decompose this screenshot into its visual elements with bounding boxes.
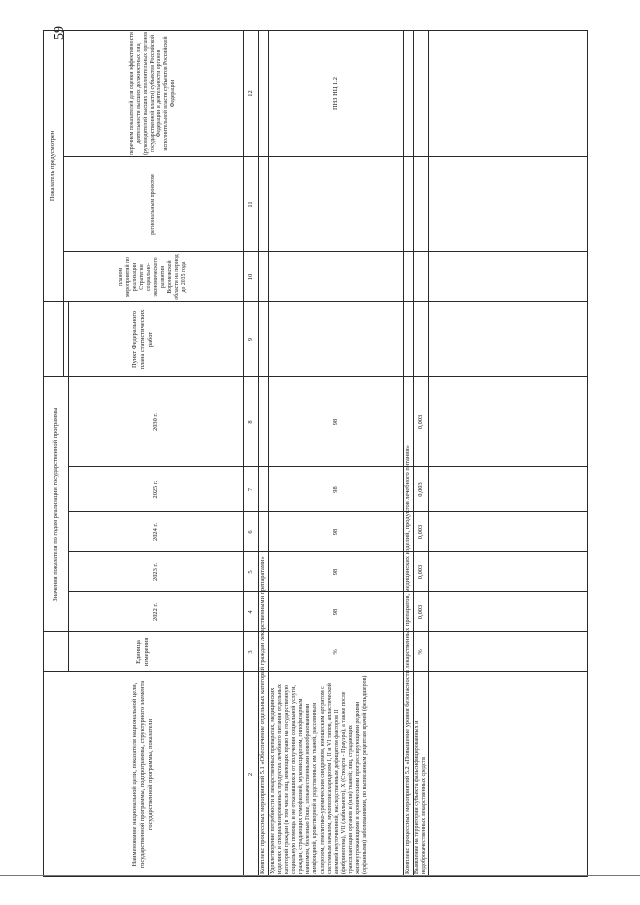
header-fed-plan: Пункт Федерального плана статистических работ <box>131 309 154 370</box>
row-106-value-2024: 98 <box>331 528 339 536</box>
col-number: 11 <box>246 201 254 208</box>
row-106-link: ПНЗ НЦ 1.2 <box>331 77 339 110</box>
page-bottom-rule <box>0 875 640 876</box>
col-number: 4 <box>246 610 254 614</box>
header-name: Наименование национальной цели, показателя национальной цели, государственной программы, подпрограммы, структурного элемента государственной программы, показатели <box>131 680 154 869</box>
col-number: 7 <box>246 487 254 492</box>
row-107-unit: % <box>416 649 424 655</box>
col-number: 10 <box>246 273 254 281</box>
header-plan: планом мероприятий по реализации Стратегии социально-экономического развития Воронежской области на период до 2035 года <box>118 254 187 300</box>
header-props-group: Показатель предусмотрен <box>49 130 57 202</box>
header-year-2023: 2023 г. <box>151 563 159 581</box>
header-regional: региональным проектом <box>149 174 156 235</box>
header-year-2024: 2024 г. <box>151 523 159 541</box>
row-106-value-2030: 98 <box>331 418 339 426</box>
page-number: 59 <box>52 26 67 40</box>
row-107-name: Выявление на территории субъекта фальсифицированных и недоброкачественных лекарственных средств <box>414 720 427 874</box>
section-2-title: Комплекс процессных мероприятий 5.2 «Повышение уровня безопасности лекарственных препаратов, медицинских изделий, продуктов лечебного питания» <box>404 445 411 874</box>
row-106-name: Удовлетворение потребности в лекарственных препаратах, медицинских изделиях и специализированных продуктах лечебного питания отдельных категорий граждан (в том числе лиц, имеющих право на государственную социальную помощь и не отказавшихся от получения социальной услуги, граждан, страдающих гемофилией, муковисцидозом, гипофизарным нанизмом, болезнью Гоше, злокачественными новообразованиями лимфоидной, кроветворной и родственных им тканей, рассеянным склерозом, гемолитико-уремическим синдромом, юношеским артритом с системным началом, мукополисахаридозом I, II и VI типов, апластической анемией неуточненной, наследственным дефицитом факторов II (фибриногена), VII (лабильного), X (Стюарта - Прауэра), а также после трансплантации органов и (или) тканей; лиц, страдающих жизнеугрожающими и хроническими прогрессирующими редкими (орфанными) заболеваниями, по выписанным рецептам врачей (фельдшеров) <box>270 675 369 874</box>
col-number: 2 <box>246 772 254 777</box>
header-year-2022: 2022 г. <box>151 603 159 621</box>
col-number: 8 <box>246 420 254 424</box>
header-list: перечнем показателей для оценки эффективности деятельности высших должностных лиц (руководителей высших исполнительных органов государственной власти) субъектов Российской Федерации и деятельности органов исполнительной власти субъектов Российской Федерации <box>128 32 177 155</box>
row-107-value-2023: 0,003 <box>416 564 424 580</box>
header-unit: Единица измерения <box>135 637 150 667</box>
row-107-value-2024: 0,003 <box>416 524 424 540</box>
col-number: 3 <box>246 650 254 654</box>
col-number: 9 <box>246 337 254 342</box>
col-number: 12 <box>246 90 254 97</box>
row-107-value-2025: 0,003 <box>416 482 424 497</box>
row-107-value-2022: 0,003 <box>416 604 424 620</box>
header-values-group: Значения показателя по годам реализации государственной программы <box>51 407 59 602</box>
row-106-value-2023: 98 <box>331 568 339 576</box>
col-number: 6 <box>246 530 254 534</box>
section-1-title: Комплекс процессных мероприятий 5.1 «Обеспечение отдельных категорий граждан лекарственными препаратами» <box>259 556 266 874</box>
rotated-table <box>43 30 588 877</box>
row-106-unit: % <box>331 649 339 655</box>
row-107-value-2030: 0,003 <box>416 414 424 430</box>
header-year-2030: 2030 г. <box>151 413 159 431</box>
header-year-2025: 2025 г. <box>151 480 159 499</box>
row-106-value-2025: 98 <box>331 486 339 493</box>
row-106-value-2022: 98 <box>331 608 339 616</box>
col-number: 5 <box>246 570 254 574</box>
